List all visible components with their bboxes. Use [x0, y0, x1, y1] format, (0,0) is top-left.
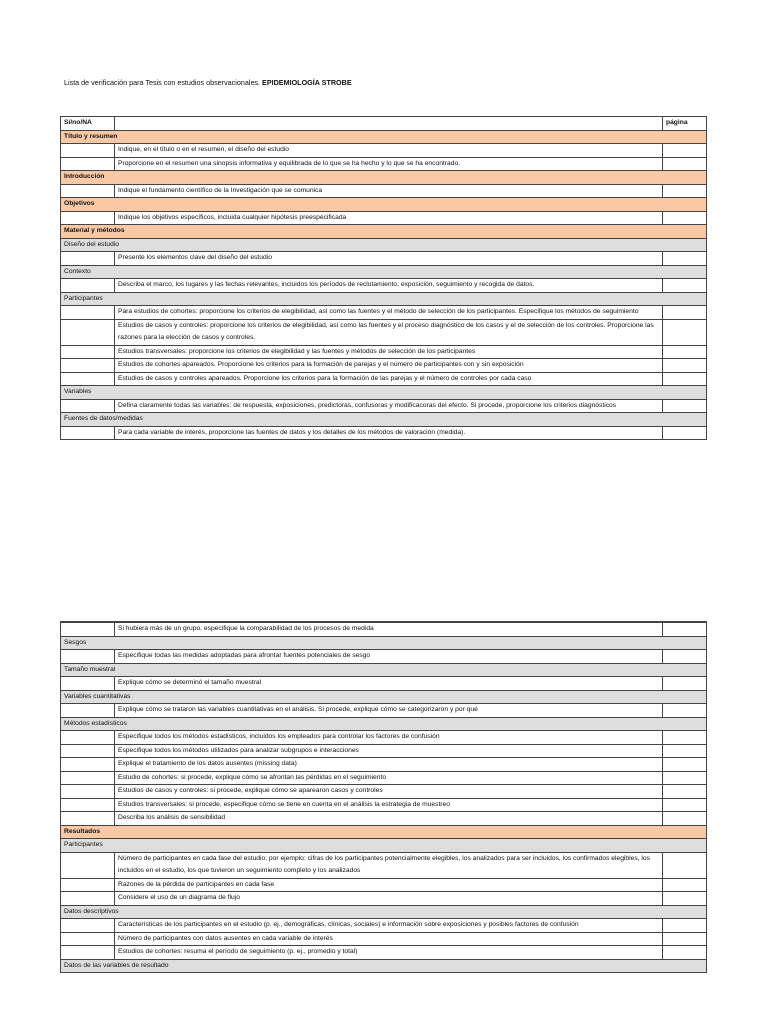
- checklist-item-row: [61, 812, 707, 826]
- answer-cell[interactable]: [61, 946, 115, 960]
- subsection-title: Participantes: [61, 292, 707, 306]
- item-description: Número de participantes en cada fase del estudio; por ejemplo: cifras de los participantes potencialmente elegibles, los analizados para ser incluidos, los confirmados elegibles, los incluidos en el estudio, los que tuvieron un seguimiento completo y los analizados: [115, 852, 663, 878]
- checklist-item-row: [61, 211, 707, 225]
- checklist-item-row: [61, 345, 707, 359]
- item-description: Para estudios de cohortes: proporcione los criterios de elegibilidad, así como las fuentes y el método de selección de los participantes. Especifique los métodos de seguimiento: [115, 306, 663, 320]
- page-number-cell[interactable]: [663, 623, 707, 637]
- section-header-row: [61, 171, 707, 185]
- header-blank: [115, 117, 663, 131]
- subsection-title: Variables: [61, 386, 707, 400]
- page-number-cell[interactable]: [663, 252, 707, 266]
- subsection-title: Datos descriptivos: [61, 905, 707, 919]
- subsection-title: Participantes: [61, 839, 707, 853]
- answer-cell[interactable]: [61, 252, 115, 266]
- page-number-cell[interactable]: [663, 932, 707, 946]
- item-description: Estudios transversales: proporcione los criterios de elegibilidad y las fuentes y métodos de selección de los participantes: [115, 345, 663, 359]
- header-pagina: página: [663, 117, 707, 131]
- subsection-title: Tamaño muestral: [61, 663, 707, 677]
- section-header-row: [61, 130, 707, 144]
- subsection-header-row: [61, 717, 707, 731]
- checklist-item-row: [61, 399, 707, 413]
- page-number-cell[interactable]: [663, 359, 707, 373]
- item-description: Estudios de casos y controles: si procede, explique cómo se aparearon casos y controles: [115, 785, 663, 799]
- item-description: Presente los elementos clave del diseño del estudio: [115, 252, 663, 266]
- answer-cell[interactable]: [61, 279, 115, 293]
- section-header-row: [61, 825, 707, 839]
- checklist-item-row: [61, 892, 707, 906]
- checklist-item-row: [61, 426, 707, 440]
- section-title: Material y métodos: [61, 225, 707, 239]
- page-number-cell[interactable]: [663, 372, 707, 386]
- answer-cell[interactable]: [61, 372, 115, 386]
- subsection-header-row: [61, 238, 707, 252]
- page-number-cell[interactable]: [663, 892, 707, 906]
- item-description: Estudios de casos y controles: proporcione los criterios de elegibilidad, así como las fuentes y el proceso diagnóstico de los casos y el de selección de los controles. Proporcione las razones para la elección de casos y controles.: [115, 319, 663, 345]
- answer-cell[interactable]: [61, 650, 115, 664]
- checklist-item-row: [61, 306, 707, 320]
- checklist-item-row: [61, 184, 707, 198]
- checklist-item-row: [61, 359, 707, 373]
- item-description: Proporcione en el resumen una sinopsis informativa y equilibrada de lo que se ha hecho y lo que se ha encontrado.: [115, 157, 663, 171]
- answer-cell[interactable]: [61, 359, 115, 373]
- page-number-cell[interactable]: [663, 677, 707, 691]
- checklist-item-row: [61, 731, 707, 745]
- checklist-item-row: [61, 319, 707, 345]
- checklist-item-row: [61, 144, 707, 158]
- item-description: Defina claramente todas las variables: de respuesta, exposiciones, predictoras, confusoras y modificacoras del efecto. Si procede, proporcione los criterios diagnósticos: [115, 399, 663, 413]
- checklist-item-row: [61, 704, 707, 718]
- page-number-cell[interactable]: [663, 157, 707, 171]
- page-number-cell[interactable]: [663, 758, 707, 772]
- answer-cell[interactable]: [61, 731, 115, 745]
- page-number-cell[interactable]: [663, 426, 707, 440]
- checklist-item-row: [61, 157, 707, 171]
- subsection-header-row: [61, 292, 707, 306]
- checklist-item-row: [61, 932, 707, 946]
- answer-cell[interactable]: [61, 677, 115, 691]
- subsection-header-row: [61, 959, 707, 973]
- page-number-cell[interactable]: [663, 279, 707, 293]
- answer-cell[interactable]: [61, 812, 115, 826]
- page-number-cell[interactable]: [663, 798, 707, 812]
- subsection-title: Datos de las variables de resultado: [61, 959, 707, 973]
- section-header-row: [61, 198, 707, 212]
- item-description: Estudios de cohortes: resuma el período de seguimiento (p. ej., promedio y total): [115, 946, 663, 960]
- page-number-cell[interactable]: [663, 144, 707, 158]
- section-title: Objetivos: [61, 198, 707, 212]
- answer-cell[interactable]: [61, 623, 115, 637]
- answer-cell[interactable]: [61, 785, 115, 799]
- document-title: [64, 78, 352, 87]
- answer-cell[interactable]: [61, 771, 115, 785]
- subsection-header-row: [61, 386, 707, 400]
- item-description: Características de los participantes en el estudio (p. ej., demográficas, clínicas, sociales) e información sobre exposiciones y posibles factores de confusión: [115, 919, 663, 933]
- item-description: Razones de la pérdida de participantes en cada fase: [115, 878, 663, 892]
- answer-cell[interactable]: [61, 798, 115, 812]
- checklist-item-row: [61, 744, 707, 758]
- checklist-item-row: [61, 946, 707, 960]
- checklist-item-row: [61, 623, 707, 637]
- subsection-header-row: [61, 636, 707, 650]
- item-description: Indique los objetivos específicos, incluida cualquier hipótesis preespecificada: [115, 211, 663, 225]
- subsection-header-row: [61, 413, 707, 427]
- subsection-title: Fuentes de datos/medidas: [61, 413, 707, 427]
- page-number-cell[interactable]: [663, 306, 707, 320]
- title-bold: EPIDEMIOLOGÍA STROBE: [262, 78, 352, 87]
- item-description: Estudios de casos y controles apareados. Proporcione los criterios para la formación de las parejas y el número de controles por cada caso: [115, 372, 663, 386]
- subsection-header-row: [61, 663, 707, 677]
- checklist-table-1: [60, 116, 707, 440]
- page-number-cell[interactable]: [663, 399, 707, 413]
- answer-cell[interactable]: [61, 704, 115, 718]
- item-description: Especifique todos los métodos utilizados para analizar subgrupos e interacciones: [115, 744, 663, 758]
- item-description: Estudios de cohortes apareados. Proporcione los criterios para la formación de parejas y el número de participantes con y sin exposición: [115, 359, 663, 373]
- page-number-cell[interactable]: [663, 345, 707, 359]
- page-number-cell[interactable]: [663, 319, 707, 345]
- page-number-cell[interactable]: [663, 731, 707, 745]
- page-number-cell[interactable]: [663, 211, 707, 225]
- item-description: Especifique todos los métodos estadísticos, incluidos los empleados para controlar los factores de confusión: [115, 731, 663, 745]
- section-title: Introducción: [61, 171, 707, 185]
- checklist-table-2: [60, 621, 707, 973]
- subsection-header-row: [61, 839, 707, 853]
- page-number-cell[interactable]: [663, 812, 707, 826]
- subsection-title: Sesgos: [61, 636, 707, 650]
- checklist-item-row: [61, 919, 707, 933]
- item-description: Describa el marco, los lugares y las fechas relevantes, incluidos los períodos de reclutamiento, exposición, seguimiento y recogida de datos.: [115, 279, 663, 293]
- answer-cell[interactable]: [61, 932, 115, 946]
- answer-cell[interactable]: [61, 211, 115, 225]
- page-number-cell[interactable]: [663, 919, 707, 933]
- checklist-item-row: [61, 798, 707, 812]
- page-number-cell[interactable]: [663, 744, 707, 758]
- item-description: Considere el uso de un diagrama de flujo: [115, 892, 663, 906]
- page-number-cell[interactable]: [663, 785, 707, 799]
- checklist-item-row: [61, 771, 707, 785]
- page-number-cell[interactable]: [663, 184, 707, 198]
- item-description: Explique cómo se determinó el tamaño muestral: [115, 677, 663, 691]
- answer-cell[interactable]: [61, 157, 115, 171]
- checklist-item-row: [61, 252, 707, 266]
- answer-cell[interactable]: [61, 184, 115, 198]
- answer-cell[interactable]: [61, 345, 115, 359]
- subsection-header-row: [61, 265, 707, 279]
- answer-cell[interactable]: [61, 306, 115, 320]
- checklist-item-row: [61, 650, 707, 664]
- item-description: Estudios transversales: si procede, especifique cómo se tiene en cuenta en el análisis la estrategia de muestreo: [115, 798, 663, 812]
- checklist-item-row: [61, 785, 707, 799]
- answer-cell[interactable]: [61, 878, 115, 892]
- page-number-cell[interactable]: [663, 878, 707, 892]
- item-description: Indique el fundamento científico de la Investigación que se comunica: [115, 184, 663, 198]
- checklist-item-row: [61, 852, 707, 878]
- checklist-item-row: [61, 878, 707, 892]
- item-description: Especifique todas las medidas adoptadas para afrontar fuentes potenciales de sesgo: [115, 650, 663, 664]
- checklist-item-row: [61, 758, 707, 772]
- item-description: Estudio de cohortes: si procede, explique cómo se afrontan las pérdidas en el seguimiento: [115, 771, 663, 785]
- page-number-cell[interactable]: [663, 771, 707, 785]
- answer-cell[interactable]: [61, 426, 115, 440]
- item-description: Si hubiera más de un grupo, especifique la comparabilidad de los procesos de medida: [115, 623, 663, 637]
- subsection-title: Métodos estadísticos: [61, 717, 707, 731]
- item-description: Describa los análisis de sensibilidad: [115, 812, 663, 826]
- answer-cell[interactable]: [61, 144, 115, 158]
- item-description: Explique el tratamiento de los datos ausentes (missing data): [115, 758, 663, 772]
- subsection-title: Diseño del estudio: [61, 238, 707, 252]
- answer-cell[interactable]: [61, 892, 115, 906]
- header-si-no-na: Sí/no/NA: [61, 117, 115, 131]
- section-title: Título y resumen: [61, 130, 707, 144]
- title-prefix: Lista de verificación para Tesis con estudios observacionales.: [64, 78, 263, 87]
- answer-cell[interactable]: [61, 744, 115, 758]
- page-number-cell[interactable]: [663, 946, 707, 960]
- table-header-row: [61, 117, 707, 131]
- subsection-title: Variables cuantitativas: [61, 690, 707, 704]
- page-number-cell[interactable]: [663, 852, 707, 878]
- answer-cell[interactable]: [61, 399, 115, 413]
- answer-cell[interactable]: [61, 758, 115, 772]
- section-title: Resultados: [61, 825, 707, 839]
- checklist-item-row: [61, 279, 707, 293]
- section-header-row: [61, 225, 707, 239]
- page-number-cell[interactable]: [663, 650, 707, 664]
- page-number-cell[interactable]: [663, 704, 707, 718]
- checklist-item-row: [61, 372, 707, 386]
- subsection-title: Contexto: [61, 265, 707, 279]
- item-description: Indique, en el título o en el resumen, el diseño del estudio: [115, 144, 663, 158]
- subsection-header-row: [61, 690, 707, 704]
- subsection-header-row: [61, 905, 707, 919]
- item-description: Número de participantes con datos ausentes en cada variable de interés: [115, 932, 663, 946]
- answer-cell[interactable]: [61, 852, 115, 878]
- checklist-item-row: [61, 677, 707, 691]
- item-description: Para cada variable de interés, proporcione las fuentes de datos y los detalles de los métodos de valoración (medida).: [115, 426, 663, 440]
- answer-cell[interactable]: [61, 919, 115, 933]
- item-description: Explique cómo se trataron las variables cuantitativas en el análisis. Si procede, explique cómo se categorizaron y por qué: [115, 704, 663, 718]
- answer-cell[interactable]: [61, 319, 115, 345]
